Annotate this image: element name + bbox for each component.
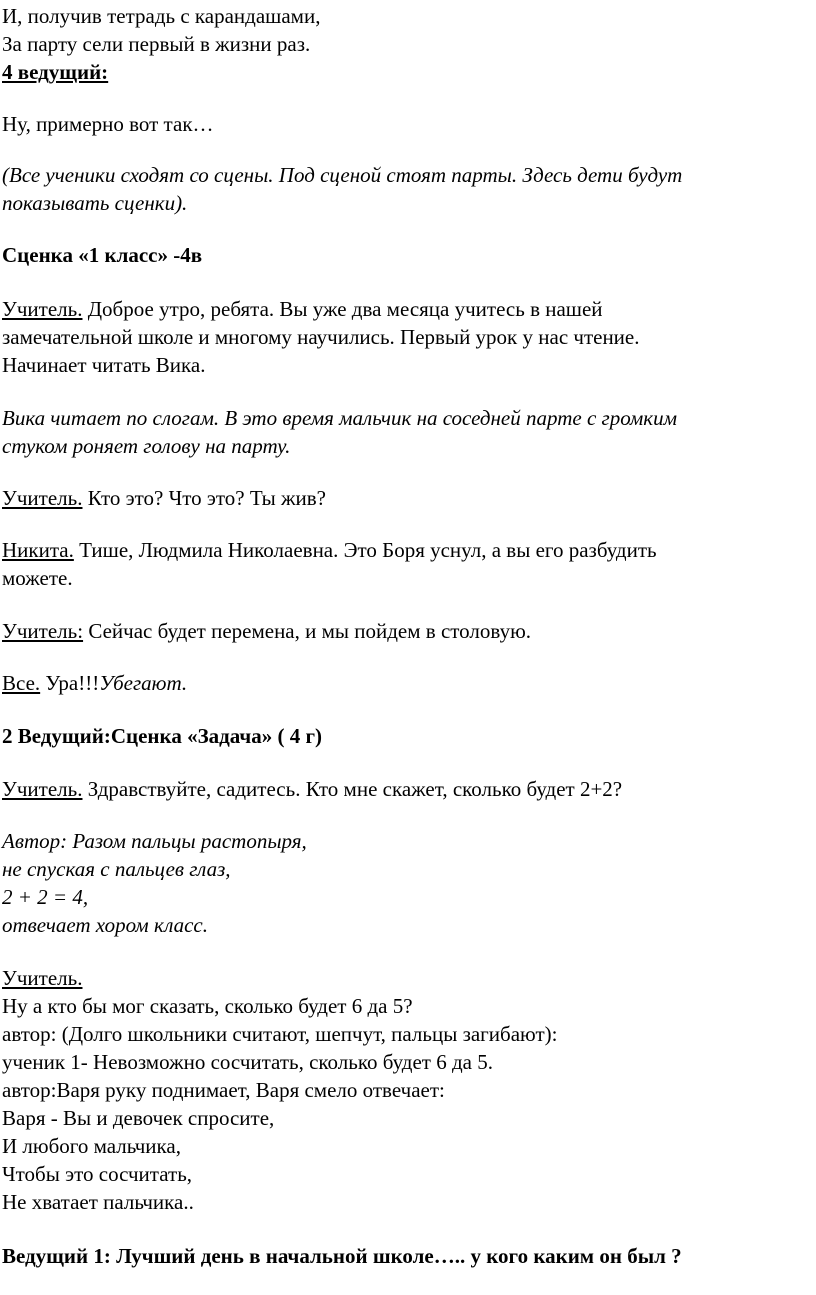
host4-text: Ну, примерно вот так… [2,112,214,136]
scene2-dialogue-line: автор:Варя руку поднимает, Варя смело отвечает: [2,1078,445,1102]
poem-line-2: За парту сели первый в жизни раз. [2,32,311,56]
stage-note-line-1: (Все ученики сходят со сцены. Под сценой стоят парты. Здесь дети будут [2,163,683,187]
scene2-dialogue-line: Варя - Вы и девочек спросите, [2,1106,275,1130]
scene1-all-line [2,669,187,697]
scene2-dialogue-line: Чтобы это сосчитать, [2,1162,193,1186]
scene1-note-line-1: Вика читает по слогам. В это время мальчик на соседней парте с громким [2,406,678,430]
scene1-teacher3-line [2,617,531,645]
scene1-teacher-line-2: замечательной школе и многому научились. Первый урок у нас чтение. [2,325,640,349]
speaker-label-teacher: Учитель. [2,297,83,321]
all-stage-note: Убегают. [99,671,188,695]
scene1-teacher-line-1 [2,295,603,323]
teacher-speech: Здравствуйте, садитесь. Кто мне скажет, сколько будет 2+2? [82,777,623,801]
speaker-label-teacher: Учитель. [2,777,83,801]
scene2-title: 2 Ведущий:Сценка «Задача» ( 4 г) [2,724,323,748]
speaker-label-teacher: Учитель. [2,966,83,990]
scene2-author-line: не спуская с пальцев глаз, [2,857,231,881]
scene1-teacher2-line [2,484,326,512]
all-speech: Ура!!! [40,671,100,695]
scene2-author-line: 2 + 2 = 4, [2,885,89,909]
teacher-speech: Доброе утро, ребята. Вы уже два месяца учитесь в нашей [82,297,603,321]
scene1-title: Сценка «1 класс» -4в [2,243,203,267]
host1-heading: Ведущий 1: Лучший день в начальной школе….. у кого каким он был ? [2,1244,682,1268]
scene2-author-line: отвечает хором класс. [2,913,209,937]
scene2-teacher-line [2,775,622,803]
speaker-label-all: Все. [2,671,41,695]
stage-note-line-2: показывать сценки). [2,191,188,215]
scene1-nikita-line-2: можете. [2,566,73,590]
teacher-speech: Кто это? Что это? Ты жив? [82,486,326,510]
scene2-dialogue-line: ученик 1- Невозможно сосчитать, сколько будет 6 да 5. [2,1050,493,1074]
speaker-label-teacher: Учитель. [2,486,83,510]
scene1-nikita-line-1 [2,536,657,564]
speaker-label-teacher: Учитель: [2,619,84,643]
scene2-author-line: Автор: Разом пальцы растопыря, [2,829,307,853]
scene2-dialogue-line: И любого мальчика, [2,1134,181,1158]
nikita-speech: Тише, Людмила Николаевна. Это Боря уснул, а вы его разбудить [73,538,657,562]
host4-heading: 4 ведущий: [2,60,109,84]
scene2-dialogue-line: Ну а кто бы мог сказать, сколько будет 6 да 5? [2,994,413,1018]
scene1-note-line-2: стуком роняет голову на парту. [2,434,291,458]
scene1-teacher-line-3: Начинает читать Вика. [2,353,206,377]
poem-line-1: И, получив тетрадь с карандашами, [2,4,321,28]
speaker-label-nikita: Никита. [2,538,74,562]
scene2-dialogue-line: автор: (Долго школьники считают, шепчут, пальцы загибают): [2,1022,558,1046]
scene2-dialogue-line: Не хватает пальчика.. [2,1190,194,1214]
teacher-speech: Сейчас будет перемена, и мы пойдем в столовую. [83,619,532,643]
